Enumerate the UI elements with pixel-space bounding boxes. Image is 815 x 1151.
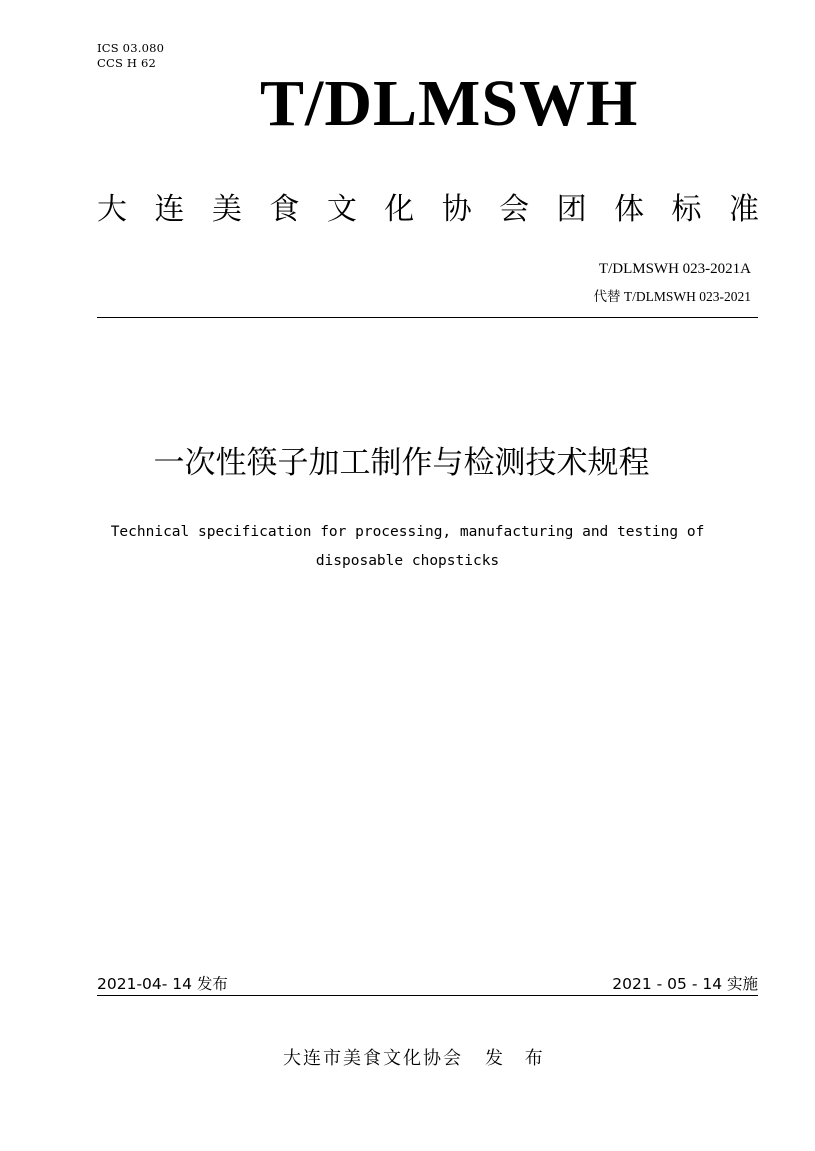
standard-type-char: 准 <box>728 192 759 227</box>
header-divider <box>97 317 758 318</box>
ccs-code: CCS H 62 <box>97 56 157 70</box>
replaces-note: 代替 T/DLMSWH 023-2021 <box>593 289 751 304</box>
publisher-action: 发 布 <box>485 1048 551 1069</box>
implement-date: 2021 - 05 - 14 实施 <box>612 975 758 993</box>
document-title-en-line: Technical specification for processing, manufacturing and testing of <box>110 524 705 540</box>
document-title-en <box>60 518 755 576</box>
standard-type-char: 化 <box>384 192 415 227</box>
document-title-cn-text: 一次性筷子加工制作与检测技术规程 <box>153 445 650 481</box>
standard-type-char: 食 <box>269 192 300 227</box>
publish-date: 2021-04- 14 发布 <box>97 975 228 993</box>
standard-type-heading <box>97 190 759 230</box>
ics-code: ICS 03.080 <box>97 41 165 55</box>
standard-type-char: 团 <box>556 192 587 227</box>
footer-divider <box>97 995 758 996</box>
classification-codes <box>97 41 164 71</box>
standard-type-char: 标 <box>671 192 702 227</box>
standard-type-char: 文 <box>326 192 357 227</box>
standard-logo: T/DLMSWH <box>260 67 639 140</box>
standard-type-char: 美 <box>211 192 242 227</box>
standard-type-char: 协 <box>441 192 472 227</box>
standard-type-char: 连 <box>154 192 185 227</box>
standard-type-char: 体 <box>614 192 645 227</box>
document-number-block <box>594 256 752 310</box>
document-number: T/DLMSWH 023-2021A <box>598 261 751 277</box>
standard-type-char: 会 <box>499 192 530 227</box>
publisher-line <box>283 1045 551 1073</box>
document-title-en-line: disposable chopsticks <box>315 553 500 569</box>
document-title-cn <box>0 441 815 485</box>
standard-type-char: 大 <box>97 192 127 227</box>
publisher-name: 大连市美食文化协会 <box>283 1048 463 1069</box>
